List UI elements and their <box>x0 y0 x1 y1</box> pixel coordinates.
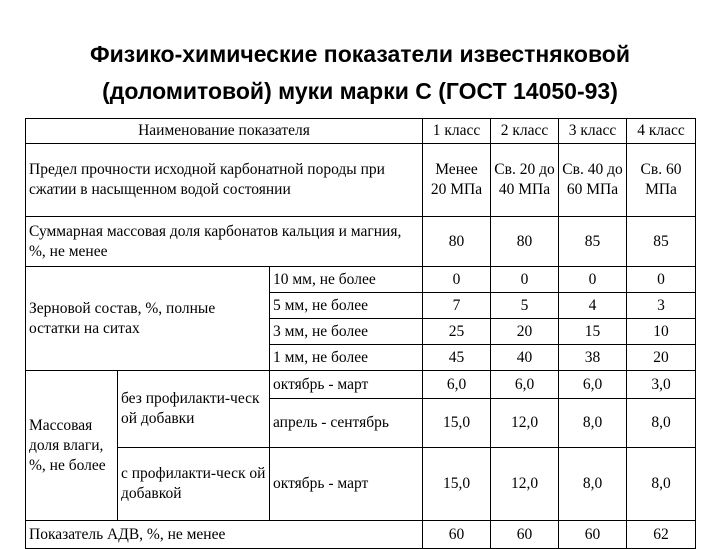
table-cell: апрель - сентябрь <box>270 399 423 448</box>
table-cell: 20 <box>491 319 559 345</box>
moisture-label: Массовая доля влаги, %, не более <box>26 371 118 521</box>
table-cell: 12,0 <box>491 399 559 448</box>
table-cell: Менее 20 МПа <box>423 144 491 217</box>
table-cell: Св. 20 до 40 МПа <box>491 144 559 217</box>
title-line-1: Физико-химические показатели известняковой <box>90 41 630 67</box>
table-cell: 5 <box>491 293 559 319</box>
table-cell: 1 мм, не более <box>270 345 423 371</box>
table-cell: 60 <box>559 521 627 549</box>
table-header-row <box>26 119 696 144</box>
table-cell: 80 <box>491 217 559 267</box>
table-cell: 7 <box>423 293 491 319</box>
table-cell: 85 <box>559 217 627 267</box>
table-cell: 15,0 <box>423 448 491 521</box>
table-cell: 12,0 <box>491 448 559 521</box>
header-indicator: Наименование показателя <box>26 119 423 144</box>
carbonates-label: Суммарная массовая доля карбонатов кальция и магния, %, не менее <box>26 217 423 267</box>
table-cell: 15 <box>559 319 627 345</box>
table-cell: 40 <box>491 345 559 371</box>
table-row <box>26 267 696 293</box>
table-row <box>26 144 696 217</box>
specs-table <box>25 118 696 549</box>
table-cell: 60 <box>491 521 559 549</box>
table-cell: 15,0 <box>423 399 491 448</box>
table-cell: 25 <box>423 319 491 345</box>
table-cell: 6,0 <box>559 371 627 399</box>
table-cell: 62 <box>627 521 696 549</box>
table-cell: октябрь - март <box>270 371 423 399</box>
table-cell: 10 <box>627 319 696 345</box>
table-cell: 3,0 <box>627 371 696 399</box>
header-class-2: 2 класс <box>491 119 559 144</box>
moisture-without-label: без профилакти-ческ ой добавки <box>118 371 270 448</box>
header-class-1: 1 класс <box>423 119 491 144</box>
table-cell: 4 <box>559 293 627 319</box>
table-cell: Св. 60 МПа <box>627 144 696 217</box>
table-cell: 10 мм, не более <box>270 267 423 293</box>
table-cell: 8,0 <box>559 448 627 521</box>
header-class-4: 4 класс <box>627 119 696 144</box>
page-title <box>0 36 720 110</box>
table-cell: 80 <box>423 217 491 267</box>
table-row <box>26 521 696 549</box>
table-cell: 8,0 <box>627 399 696 448</box>
title-line-2: (доломитовой) муки марки С (ГОСТ 14050-93) <box>102 78 618 104</box>
table-cell: 20 <box>627 345 696 371</box>
table-cell: 8,0 <box>627 448 696 521</box>
adv-label: Показатель АДВ, %, не менее <box>26 521 423 549</box>
table-cell: 6,0 <box>423 371 491 399</box>
moisture-with-label: с профилакти-ческ ой добавкой <box>118 448 270 521</box>
table-cell: 45 <box>423 345 491 371</box>
table-cell: 5 мм, не более <box>270 293 423 319</box>
table-cell: 0 <box>627 267 696 293</box>
table-cell: октябрь - март <box>270 448 423 521</box>
strength-label: Предел прочности исходной карбонатной породы при сжатии в насыщенном водой состоянии <box>26 144 423 217</box>
table-cell: 3 мм, не более <box>270 319 423 345</box>
table-cell: 0 <box>491 267 559 293</box>
table-row <box>26 217 696 267</box>
table-row <box>26 371 696 399</box>
table-cell: 0 <box>559 267 627 293</box>
table-row <box>26 448 696 521</box>
table-cell: 3 <box>627 293 696 319</box>
grain-label: Зерновой состав, %, полные остатки на ситах <box>26 267 270 371</box>
table-cell: 6,0 <box>491 371 559 399</box>
table-cell: 0 <box>423 267 491 293</box>
table-cell: 8,0 <box>559 399 627 448</box>
table-cell: 38 <box>559 345 627 371</box>
header-class-3: 3 класс <box>559 119 627 144</box>
table-cell: 85 <box>627 217 696 267</box>
table-cell: Св. 40 до 60 МПа <box>559 144 627 217</box>
table-cell: 60 <box>423 521 491 549</box>
